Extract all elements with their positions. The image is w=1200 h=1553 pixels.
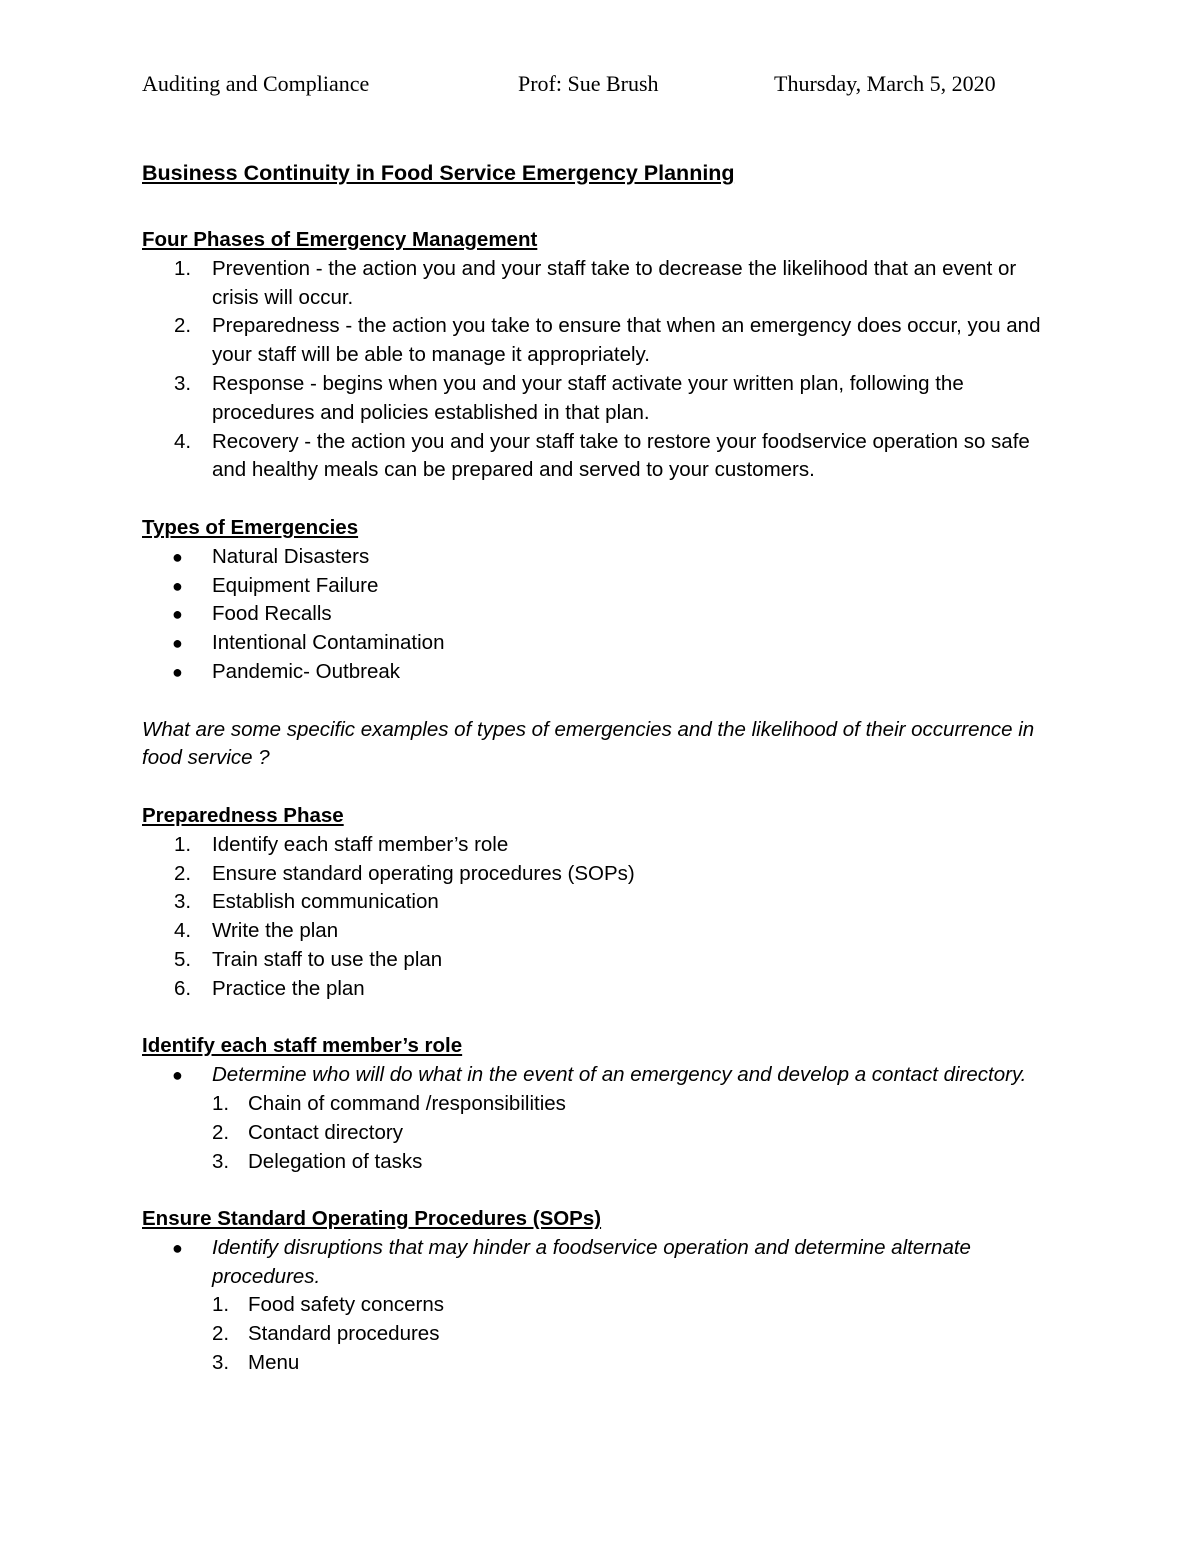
list-item: 5. Train staff to use the plan — [174, 947, 443, 971]
list-item: ● Natural Disasters — [142, 543, 1062, 572]
list-item: 1. Identify each staff member’s role — [174, 832, 509, 856]
list-item: 3. Response - begins when you and your staff activate your written plan, following the procedures and policies established in that plan. — [174, 371, 964, 424]
list-item: ● Intentional Contamination — [142, 629, 1062, 658]
bullet-icon: ● — [172, 1065, 183, 1086]
list-item: ● Pandemic- Outbreak — [142, 658, 1062, 687]
list-item: ● Determine who will do what in the event of an emergency and develop a contact directory. — [142, 1061, 1062, 1090]
types-heading: Types of Emergencies — [142, 515, 359, 539]
header-date: Thursday, March 5, 2020 — [774, 71, 996, 96]
roles-heading: Identify each staff member’s role — [142, 1034, 463, 1058]
sops-heading: Ensure Standard Operating Procedures (SOPs) — [142, 1207, 602, 1231]
list-item: 4. Write the plan — [174, 919, 339, 943]
list-item: 2. Preparedness - the action you take to ensure that when an emergency does occur, you and your staff will be able to manage it appropriately. — [174, 314, 1041, 367]
sops-sub-list — [142, 1291, 1062, 1377]
list-item: 2. Ensure standard operating procedures (SOPs) — [174, 861, 635, 885]
course-name: Auditing and Compliance — [142, 71, 370, 96]
list-item: 4. Recovery - the action you and your staff take to restore your foodservice operation so safe and healthy meals can be prepared and served to your customers. — [174, 429, 1030, 482]
list-item: 6. Practice the plan — [174, 976, 365, 1000]
list-item: ● Identify disruptions that may hinder a foodservice operation and determine alternate procedures. — [172, 1235, 971, 1288]
list-item: 3. Menu — [212, 1351, 300, 1375]
roles-bullet-list — [142, 1061, 1062, 1090]
preparedness-heading: Preparedness Phase — [142, 803, 344, 827]
professor-name: Prof: Sue Brush — [518, 71, 659, 96]
discussion-question: What are some specific examples of types of emergencies and the likelihood of their occurrence in food service ? — [142, 717, 1035, 770]
bullet-icon: ● — [172, 661, 183, 682]
sops-bullet-list — [142, 1234, 1062, 1292]
list-item: 1. Food safety concerns — [212, 1293, 444, 1317]
list-item: 3. Establish communication — [174, 890, 439, 914]
bullet-icon: ● — [172, 575, 183, 596]
list-item: 2. Standard procedures — [212, 1322, 440, 1346]
list-item: 1. Chain of command /responsibilities — [212, 1091, 566, 1115]
list-item: 1. Prevention - the action you and your staff take to decrease the likelihood that an event or crisis will occur. — [174, 256, 1017, 309]
phases-list — [142, 255, 1062, 485]
list-item: ● Food Recalls — [142, 600, 1062, 629]
bullet-icon: ● — [172, 1237, 183, 1258]
bullet-icon: ● — [172, 633, 183, 654]
list-item: 3. Delegation of tasks — [212, 1149, 423, 1173]
bullet-icon: ● — [172, 546, 183, 567]
document-title: Business Continuity in Food Service Emergency Planning — [142, 161, 735, 185]
list-item: ● Equipment Failure — [142, 572, 1062, 601]
document-body — [142, 158, 1062, 1378]
types-list — [142, 543, 1062, 687]
phases-heading: Four Phases of Emergency Management — [142, 228, 538, 251]
list-item: 2. Contact directory — [212, 1120, 403, 1144]
roles-sub-list — [142, 1090, 1062, 1176]
preparedness-list — [142, 831, 1062, 1004]
bullet-icon: ● — [172, 604, 183, 625]
